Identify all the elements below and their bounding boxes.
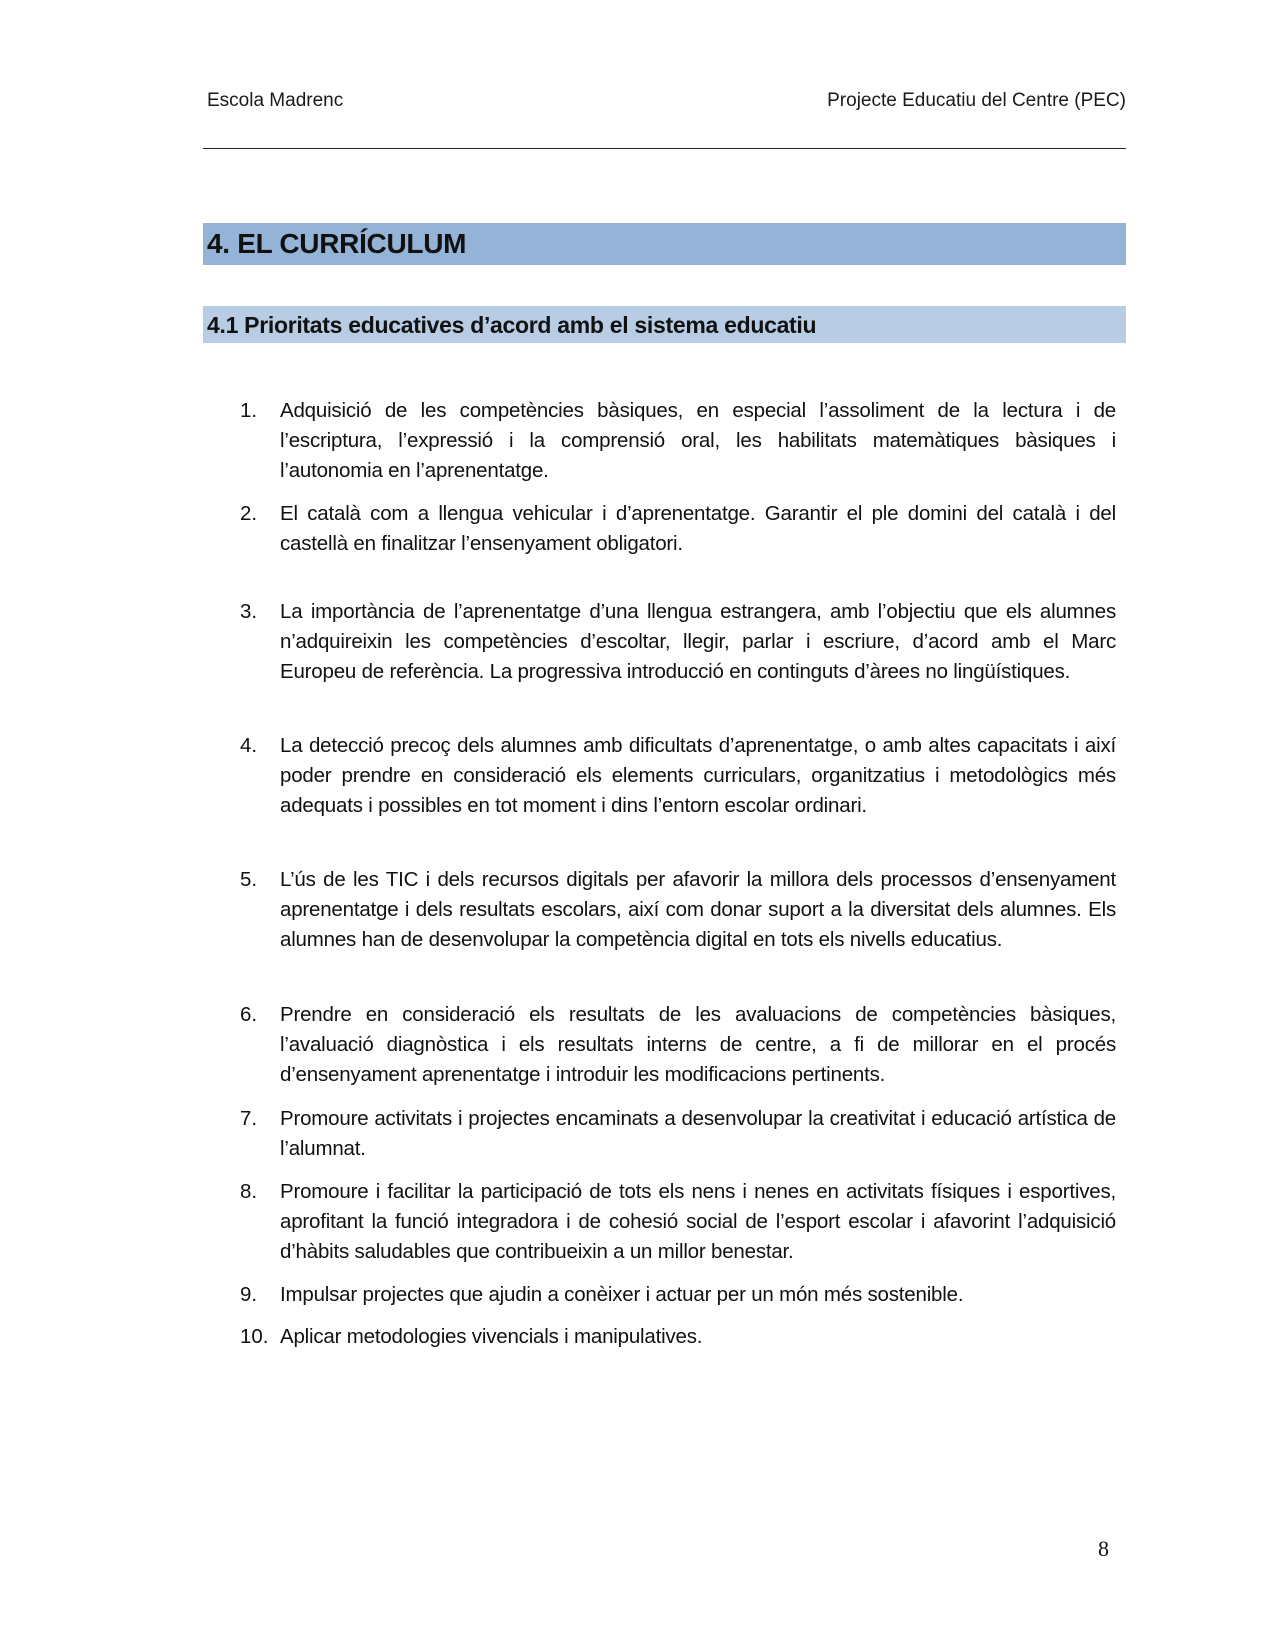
list-item-text: Promoure activitats i projectes encaminats a desenvolupar la creativitat i educació artística de l’alumnat. [280, 1107, 1116, 1161]
list-item-number: 3. [240, 600, 258, 623]
header-divider [203, 148, 1126, 149]
list-item-text: L’ús de les TIC i dels recursos digitals per afavorir la millora dels processos d’ensenyament aprenentatge i dels resultats escolars, així com donar suport a la diversitat dels alumnes. Els alumnes han de desenvolupar la competència digital en tots els nivells educatius. [280, 868, 1116, 952]
list-item-number: 4. [240, 734, 258, 757]
subsection-title: 4.1 Prioritats educatives d’acord amb el sistema educatiu [207, 312, 817, 338]
list-item-text: Prendre en consideració els resultats de les avaluacions de competències bàsiques, l’avaluació diagnòstica i els resultats interns de centre, a fi de millorar en el procés d’ensenyament aprenentatge i introduir les modificacions pertinents. [280, 1003, 1116, 1087]
list-item-number: 1. [240, 399, 258, 422]
list-item-text: El català com a llengua vehicular i d’aprenentatge. Garantir el ple domini del català i del castellà en finalitzar l’ensenyament obligatori. [280, 502, 1116, 556]
list-item-number: 9. [240, 1283, 258, 1306]
list-item-text: La importància de l’aprenentatge d’una llengua estrangera, amb l’objectiu que els alumnes n’adquireixin les competències d’escoltar, llegir, parlar i escriure, d’acord amb el Marc Europeu de referència. La progressiva introducció en continguts d’àrees no lingüístiques. [280, 600, 1116, 684]
section-title: 4. EL CURRÍCULUM [207, 228, 467, 259]
list-item-text: Promoure i facilitar la participació de tots els nens i nenes en activitats físiques i esportives, aprofitant la funció integradora i de cohesió social de l’esport escolar i afavorint l’adquisició d’hàbits saludables que contribueixin a un millor benestar. [280, 1180, 1116, 1264]
list-item-number: 10. [240, 1325, 269, 1348]
list-item-text: Impulsar projectes que ajudin a conèixer i actuar per un món més sostenible. [280, 1283, 964, 1306]
page-header [203, 90, 1126, 120]
list-item-text: La detecció precoç dels alumnes amb dificultats d’aprenentatge, o amb altes capacitats i així poder prendre en consideració els elements curriculars, organitzatius i metodològics més adequats i possibles en tot moment i dins l’entorn escolar ordinari. [280, 734, 1116, 818]
list-item-number: 6. [240, 1003, 258, 1026]
section-heading [203, 223, 1126, 265]
list-item-number: 8. [240, 1180, 258, 1203]
list-item-number: 7. [240, 1107, 258, 1130]
subsection-heading [203, 306, 1126, 343]
list-item-text: Aplicar metodologies vivencials i manipulatives. [280, 1325, 703, 1348]
list-item-text: Adquisició de les competències bàsiques, en especial l’assoliment de la lectura i de l’escriptura, l’expressió i la comprensió oral, les habilitats matemàtiques bàsiques i l’autonomia en l’aprenentatge. [280, 399, 1116, 483]
list-item-number: 5. [240, 868, 258, 891]
page-number: 8 [1098, 1536, 1109, 1561]
list-item-number: 2. [240, 502, 258, 525]
header-document-title: Projecte Educatiu del Centre (PEC) [827, 90, 1126, 111]
header-school-name: Escola Madrenc [207, 90, 344, 111]
